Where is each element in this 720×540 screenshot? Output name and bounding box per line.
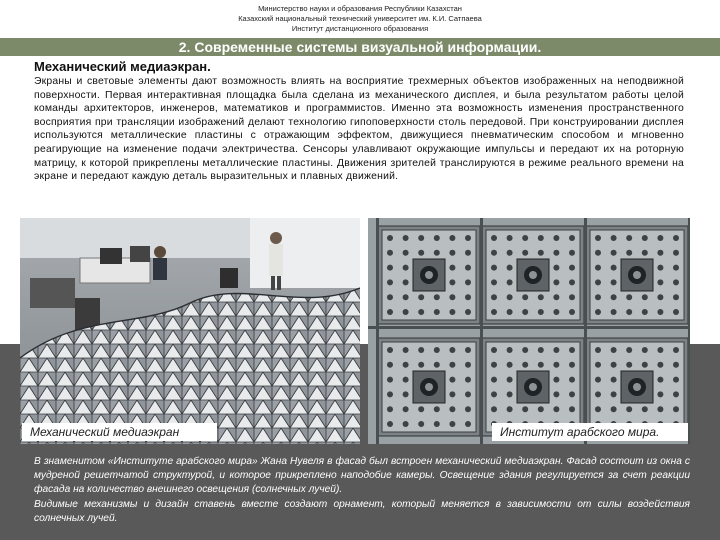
bottom-paragraph-1: В знаменитом «Институте арабского мира» Жана Нувеля в фасад был встроен механический медиаэкран. Фасад состоит из окна с мудреной решетчатой структурой, и которое прикреплено наподобие камеры. Освещение здания регулируется за счет реакции фасада на количество внешнего освещения (солнечных лучей).	[34, 456, 690, 496]
bottom-paragraph-2: Видимые механизмы и дизайн ставень вместе создают орнамент, который меняется в зависимости от силы воздействия солнечных лучей.	[34, 498, 690, 524]
arab-institute-facade-photo	[368, 218, 690, 444]
media-screen-illustration	[20, 218, 360, 444]
institution-header	[0, 0, 720, 40]
media-screen-photo	[20, 218, 360, 444]
section-title: Механический медиаэкран.	[34, 59, 211, 74]
slide-title-bar: 2. Современные системы визуальной информации.	[0, 38, 720, 56]
body-paragraph: Экраны и световые элементы дают возможность влиять на восприятие трехмерных объектов изображенных на неподвижной поверхности. Первая интерактивная площадка была сделана из механического дисплея, и была результатом работы целой команды архитекторов, инженеров, математиков и программистов. Именно эта возможность изменения пространственного восприятия при трансляции изображений делают технологию гипоповерхности столь передовой. При конструировании дисплея используются металлические пластины с отражающим эффектом, движущиеся пневматическим способом и мгновенно реагирующие на изменение подачи электричества. Сенсоры улавливают окружающие импульсы и передают их на роторную матрицу, к которой прикреплены металлические пластины. Движения зрителей транслируются в режиме реального времени на экране и передают каждую деталь выразительных и плавных движений.	[34, 76, 684, 183]
bottom-description	[34, 455, 690, 526]
header-institute: Институт дистанционного образования	[291, 24, 429, 33]
caption-arab-institute: Институт арабского мира.	[492, 423, 688, 441]
header-ministry: Министерство науки и образования Республики Казахстан	[258, 4, 462, 13]
header-university: Казахский национальный технический университет им. К.И. Сатпаева	[238, 14, 482, 23]
facade-illustration	[368, 218, 690, 444]
caption-media-screen: Механический медиаэкран	[22, 423, 217, 441]
